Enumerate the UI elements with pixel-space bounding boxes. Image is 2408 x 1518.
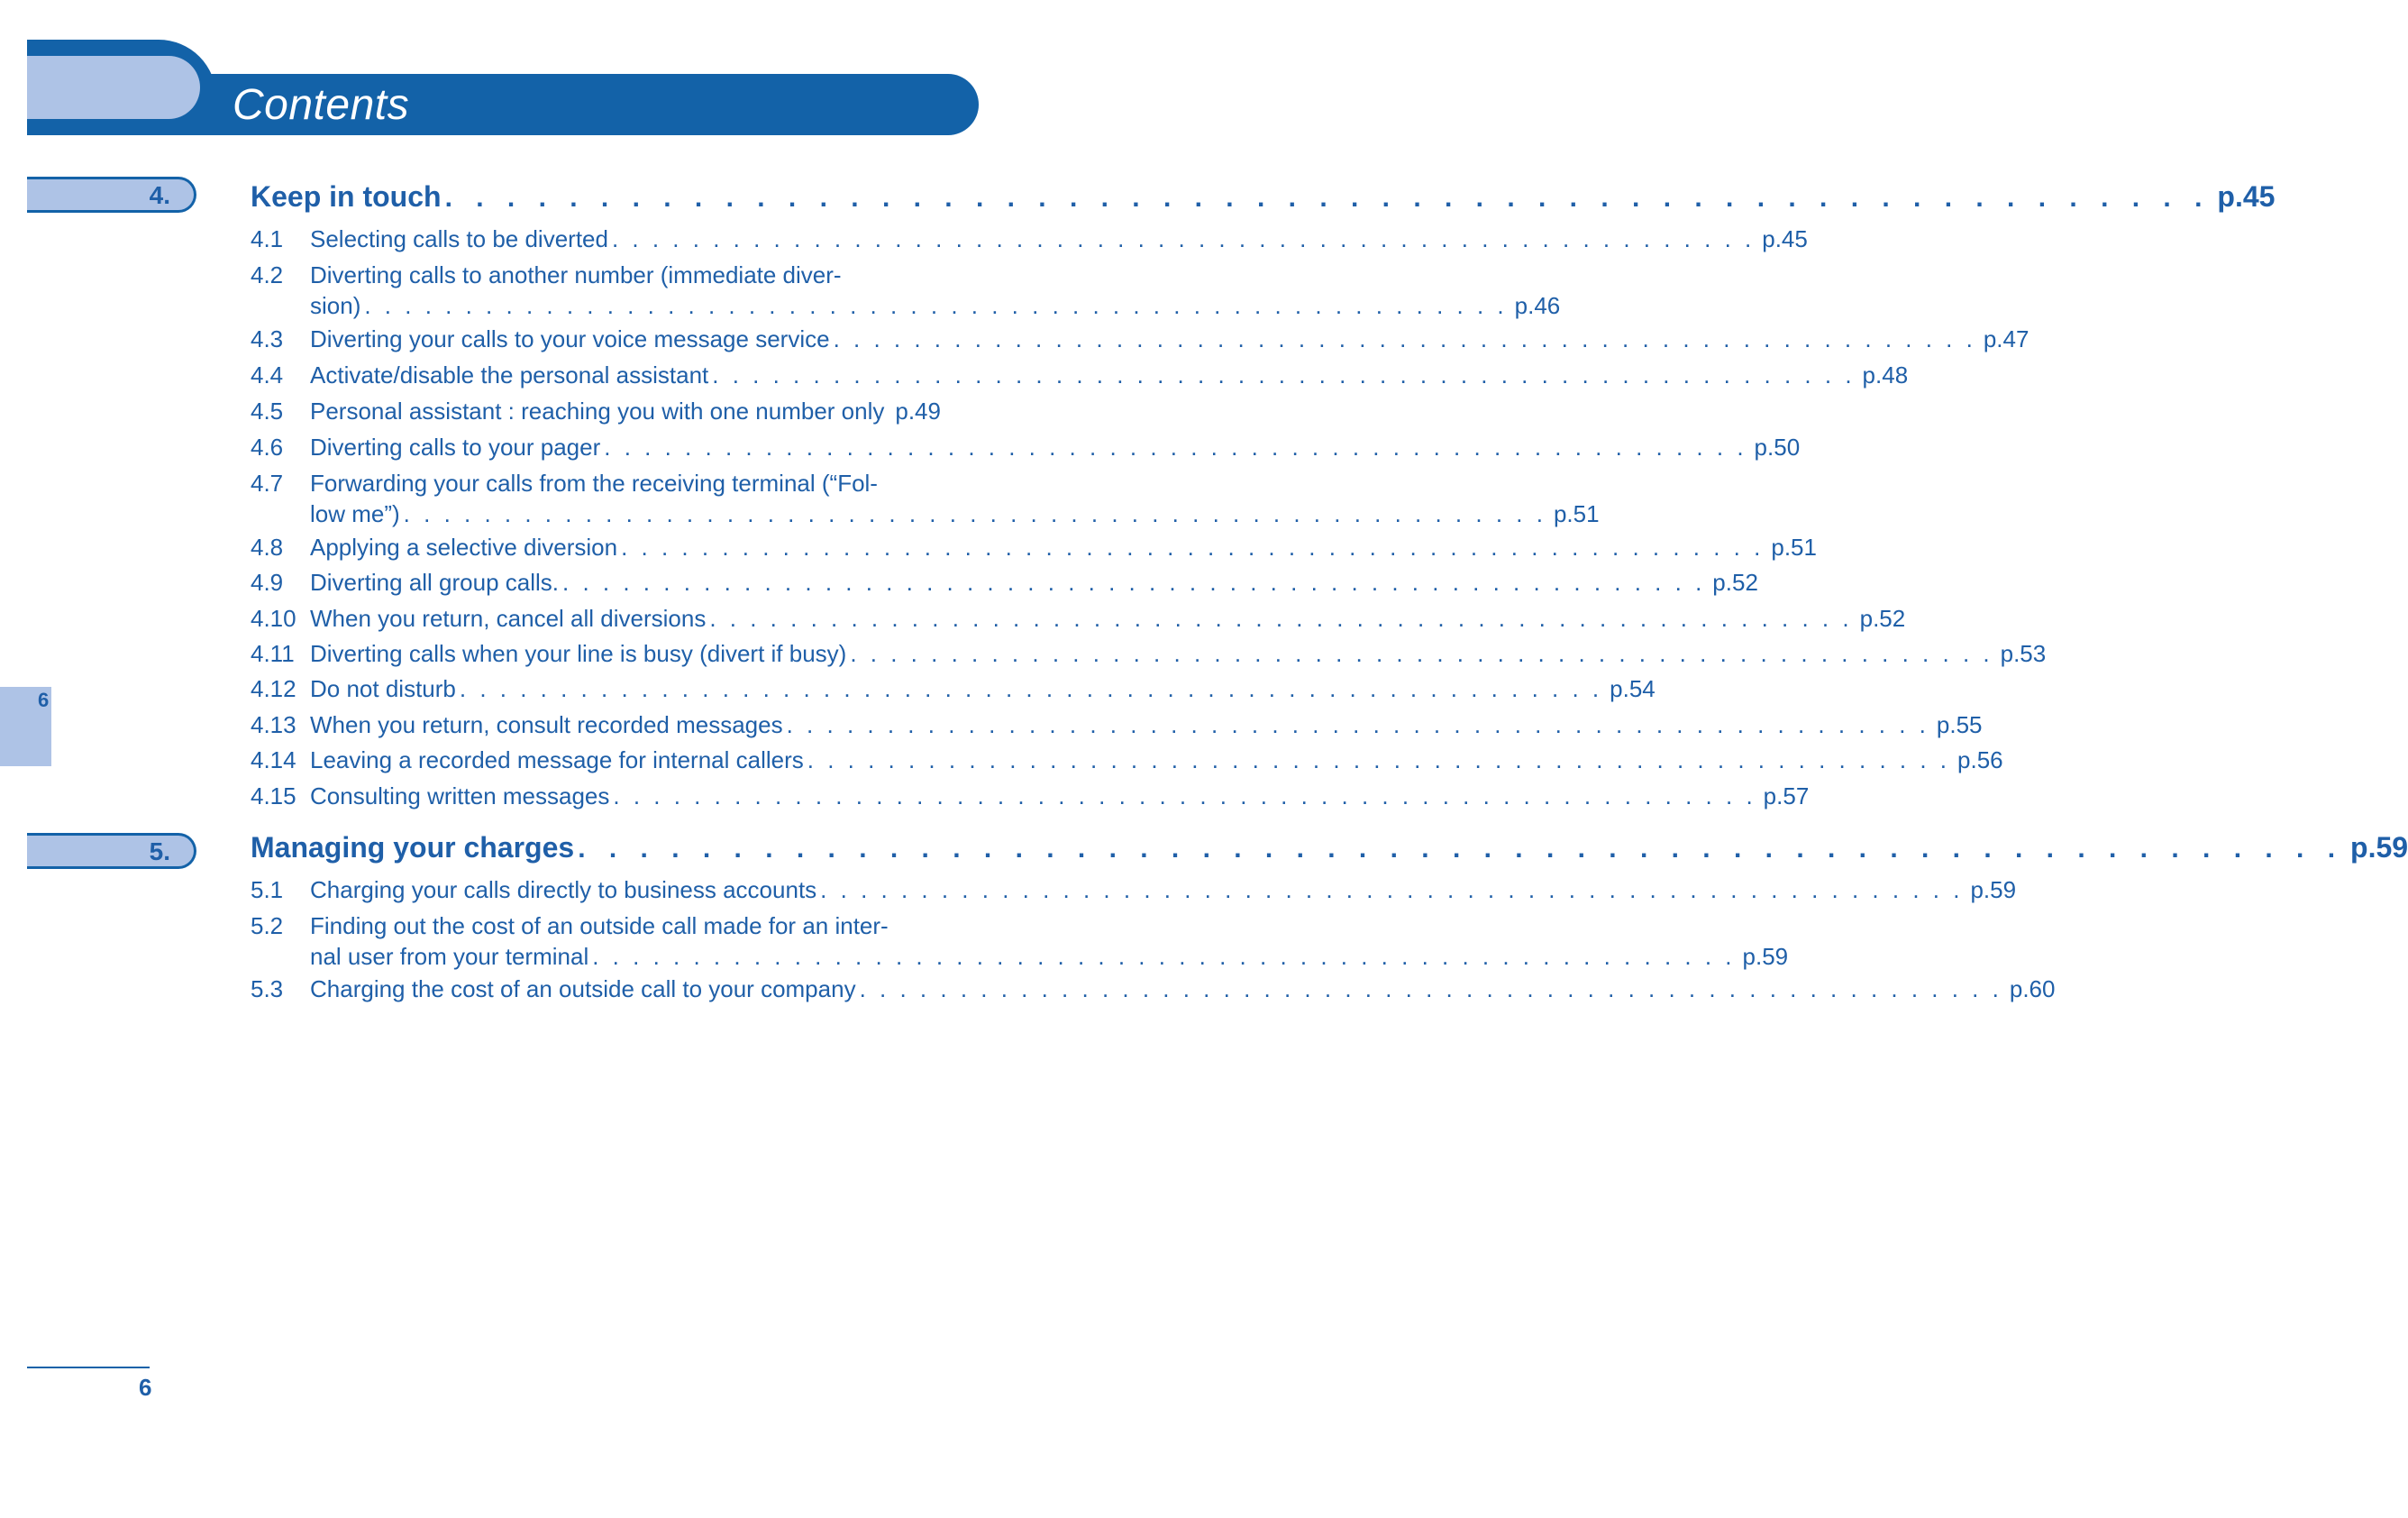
entry-page: p.54 bbox=[1610, 675, 1656, 702]
page-title: Contents bbox=[233, 81, 410, 129]
entry-number: 4.7 bbox=[251, 470, 284, 497]
dot-leader: . . . . . . . . . . . . . . . . . . . . . . . . . . . . . . . . . . . . . . . . . . . . . . . . . . . . . . . . . bbox=[709, 605, 1853, 632]
entry-text: Forwarding your calls from the receiving terminal (“Fol- bbox=[310, 470, 878, 497]
entry-page: p.59 bbox=[1970, 876, 2017, 903]
entry-page: p.49 bbox=[895, 398, 941, 425]
entry-number: 4.15 bbox=[251, 782, 296, 809]
entry-number: 5.3 bbox=[251, 975, 284, 1002]
entry-number: 4.3 bbox=[251, 325, 284, 352]
entry-text: Activate/disable the personal assistant bbox=[310, 361, 709, 389]
chapter-page: p.59 bbox=[2350, 831, 2408, 864]
entry-text: Diverting calls to your pager bbox=[310, 434, 601, 461]
entry-page: p.56 bbox=[1957, 746, 2003, 773]
entry-page: p.55 bbox=[1936, 711, 1983, 738]
entry-number: 4.5 bbox=[251, 398, 284, 425]
entry-page: p.52 bbox=[1859, 605, 1906, 632]
chapter-title: Managing your charges bbox=[251, 831, 575, 864]
chapter-heading[interactable] bbox=[251, 180, 2276, 216]
entry-text: Selecting calls to be diverted bbox=[310, 225, 608, 252]
entry-text: Personal assistant : reaching you with one number only bbox=[310, 398, 885, 425]
entry-page: p.60 bbox=[2009, 975, 2056, 1002]
toc-entry[interactable] bbox=[251, 360, 1909, 390]
entry-number: 5.2 bbox=[251, 912, 284, 939]
chapter-heading[interactable] bbox=[251, 831, 2408, 867]
entry-page: p.47 bbox=[1983, 325, 2029, 352]
entry-page: p.51 bbox=[1553, 500, 1600, 527]
dot-leader: . . . . . . . . . . . . . . . . . . . . . . . . . . . . . . . . . . . . . . . . . . . . . . . . . . . . . . . . . bbox=[578, 834, 2344, 864]
dot-leader: . . . . . . . . . . . . . . . . . . . . . . . . . . . . . . . . . . . . . . . . . . . . . . . . . . . . . . . . . bbox=[592, 943, 1736, 970]
chapter-tab-number: 5. bbox=[149, 837, 170, 865]
entry-number: 4.13 bbox=[251, 711, 296, 738]
dot-leader: . . . . . . . . . . . . . . . . . . . . . . . . . . . . . . . . . . . . . . . . . . . . . . . . . . . . . . . . . bbox=[807, 746, 1951, 773]
entry-page: p.45 bbox=[1762, 225, 1808, 252]
toc-entry[interactable] bbox=[251, 532, 1817, 562]
toc-entry[interactable] bbox=[251, 673, 1656, 704]
entry-number: 4.1 bbox=[251, 225, 284, 252]
entry-text: Finding out the cost of an outside call made for an inter- bbox=[310, 912, 889, 939]
entry-text-continued: sion) bbox=[310, 292, 361, 319]
toc-entry[interactable] bbox=[251, 324, 2029, 354]
dot-leader: . . . . . . . . . . . . . . . . . . . . . . . . . . . . . . . . . . . . . . . . . . . . . . . . . . . . . . . . . bbox=[403, 500, 1546, 527]
entry-page: p.59 bbox=[1742, 943, 1789, 970]
entry-text: Diverting calls to another number (immediate diver- bbox=[310, 261, 842, 288]
chapter-title: Keep in touch bbox=[251, 180, 442, 213]
toc-entry[interactable] bbox=[251, 603, 1906, 634]
toc-entry[interactable] bbox=[251, 874, 2017, 905]
dot-leader: . . . . . . . . . . . . . . . . . . . . . . . . . . . . . . . . . . . . . . . . . . . . . . . . . . . . . . . . . bbox=[604, 434, 1747, 461]
entry-page: p.48 bbox=[1862, 361, 1909, 389]
toc-entry[interactable] bbox=[251, 567, 1758, 598]
entry-text: Diverting all group calls. bbox=[310, 569, 560, 596]
dot-leader: . . . . . . . . . . . . . . . . . . . . . . . . . . . . . . . . . . . . . . . . . . . . . . . . . . . . . . . . . bbox=[820, 876, 1964, 903]
toc-entry[interactable] bbox=[251, 396, 941, 426]
entry-number: 5.1 bbox=[251, 876, 284, 903]
dot-leader: . . . . . . . . . . . . . . . . . . . . . . . . . . . . . . . . . . . . . . . . . . . . . . . . . . . . . . . . . bbox=[833, 325, 1976, 352]
side-thumb-number: 6 bbox=[38, 689, 50, 711]
dot-leader: . . . . . . . . . . . . . . . . . . . . . . . . . . . . . . . . . . . . . . . . . . . . . . . . . . . . . . . . . bbox=[611, 225, 1756, 252]
entry-text-continued: nal user from your terminal bbox=[310, 943, 589, 970]
dot-leader: . . . . . . . . . . . . . . . . . . . . . . . . . . . . . . . . . . . . . . . . . . . . . . . . . . . . . . . . . bbox=[859, 975, 2002, 1002]
entry-page: p.46 bbox=[1514, 292, 1561, 319]
entry-text: When you return, cancel all diversions bbox=[310, 605, 707, 632]
entry-text: Charging your calls directly to business accounts bbox=[310, 876, 817, 903]
toc-entry[interactable] bbox=[251, 638, 2047, 669]
chapter-tab-4[interactable] bbox=[27, 177, 196, 213]
entry-number: 4.14 bbox=[251, 746, 296, 773]
entry-text-continued: low me”) bbox=[310, 500, 400, 527]
toc-entry[interactable] bbox=[251, 709, 1983, 740]
dot-leader: . . . . . . . . . . . . . . . . . . . . . . . . . . . . . . . . . . . . . . . . . . . . . . . . . . . . . . . . . bbox=[613, 782, 1756, 809]
entry-text: Diverting calls when your line is busy (divert if busy) bbox=[310, 640, 847, 667]
chapter-tab-5[interactable] bbox=[27, 833, 196, 869]
dot-leader: . . . . . . . . . . . . . . . . . . . . . . . . . . . . . . . . . . . . . . . . . . . . . . . . . . . . . . . . . bbox=[364, 292, 1508, 319]
toc-entry[interactable] bbox=[251, 432, 1801, 462]
entry-page: p.53 bbox=[2000, 640, 2047, 667]
chapter-tab-number: 4. bbox=[149, 181, 170, 209]
toc-entry[interactable] bbox=[251, 910, 1789, 972]
footer-rule bbox=[27, 1367, 150, 1368]
toc-entry[interactable] bbox=[251, 224, 1808, 254]
toc-entry[interactable] bbox=[251, 468, 1600, 529]
entry-page: p.57 bbox=[1763, 782, 1810, 809]
dot-leader: . . . . . . . . . . . . . . . . . . . . . . . . . . . . . . . . . . . . . . . . . . . . . . . . . . . . . . . . . bbox=[850, 640, 1993, 667]
entry-text: When you return, consult recorded messages bbox=[310, 711, 783, 738]
entry-text: Do not disturb bbox=[310, 675, 456, 702]
entry-number: 4.11 bbox=[251, 640, 295, 667]
entry-text: Leaving a recorded message for internal callers bbox=[310, 746, 804, 773]
entry-number: 4.8 bbox=[251, 534, 284, 561]
entry-text: Diverting your calls to your voice message service bbox=[310, 325, 830, 352]
entry-number: 4.2 bbox=[251, 261, 284, 288]
chapter-page: p.45 bbox=[2217, 180, 2276, 213]
dot-leader: . . . . . . . . . . . . . . . . . . . . . . . . . . . . . . . . . . . . . . . . . . . . . . . . . . . . . . . . . bbox=[621, 534, 1765, 561]
dot-leader: . . . . . . . . . . . . . . . . . . . . . . . . . . . . . . . . . . . . . . . . . . . . . . . . . . . . . . . . . bbox=[459, 675, 1603, 702]
dot-leader: . . . . . . . . . . . . . . . . . . . . . . . . . . . . . . . . . . . . . . . . . . . . . . . . . . . . . . . . . bbox=[786, 711, 1929, 738]
entry-text: Consulting written messages bbox=[310, 782, 610, 809]
toc-entry[interactable] bbox=[251, 745, 2003, 775]
entry-page: p.52 bbox=[1712, 569, 1758, 596]
entry-text: Charging the cost of an outside call to your company bbox=[310, 975, 856, 1002]
dot-leader: . . . . . . . . . . . . . . . . . . . . . . . . . . . . . . . . . . . . . . . . . . . . . . . . . . . . . . . . . bbox=[712, 361, 1856, 389]
entry-text: Applying a selective diversion bbox=[310, 534, 618, 561]
dot-leader: . . . . . . . . . . . . . . . . . . . . . . . . . . . . . . . . . . . . . . . . . . . . . . . . . . . . . . . . . bbox=[562, 569, 1706, 596]
toc-entry[interactable] bbox=[251, 781, 1810, 811]
toc-entry[interactable] bbox=[251, 974, 2056, 1004]
entry-number: 4.9 bbox=[251, 569, 284, 596]
entry-page: p.51 bbox=[1771, 534, 1817, 561]
entry-page: p.50 bbox=[1754, 434, 1801, 461]
entry-number: 4.6 bbox=[251, 434, 284, 461]
footer-page-number: 6 bbox=[139, 1374, 152, 1401]
toc-entry[interactable] bbox=[251, 260, 1561, 321]
dot-leader: . . . . . . . . . . . . . . . . . . . . . . . . . . . . . . . . . . . . . . . . . . . . . . . . . . . . . . . . . bbox=[444, 183, 2211, 213]
entry-number: 4.12 bbox=[251, 675, 296, 702]
entry-number: 4.4 bbox=[251, 361, 284, 389]
header-tab-highlight bbox=[27, 56, 200, 119]
entry-number: 4.10 bbox=[251, 605, 296, 632]
